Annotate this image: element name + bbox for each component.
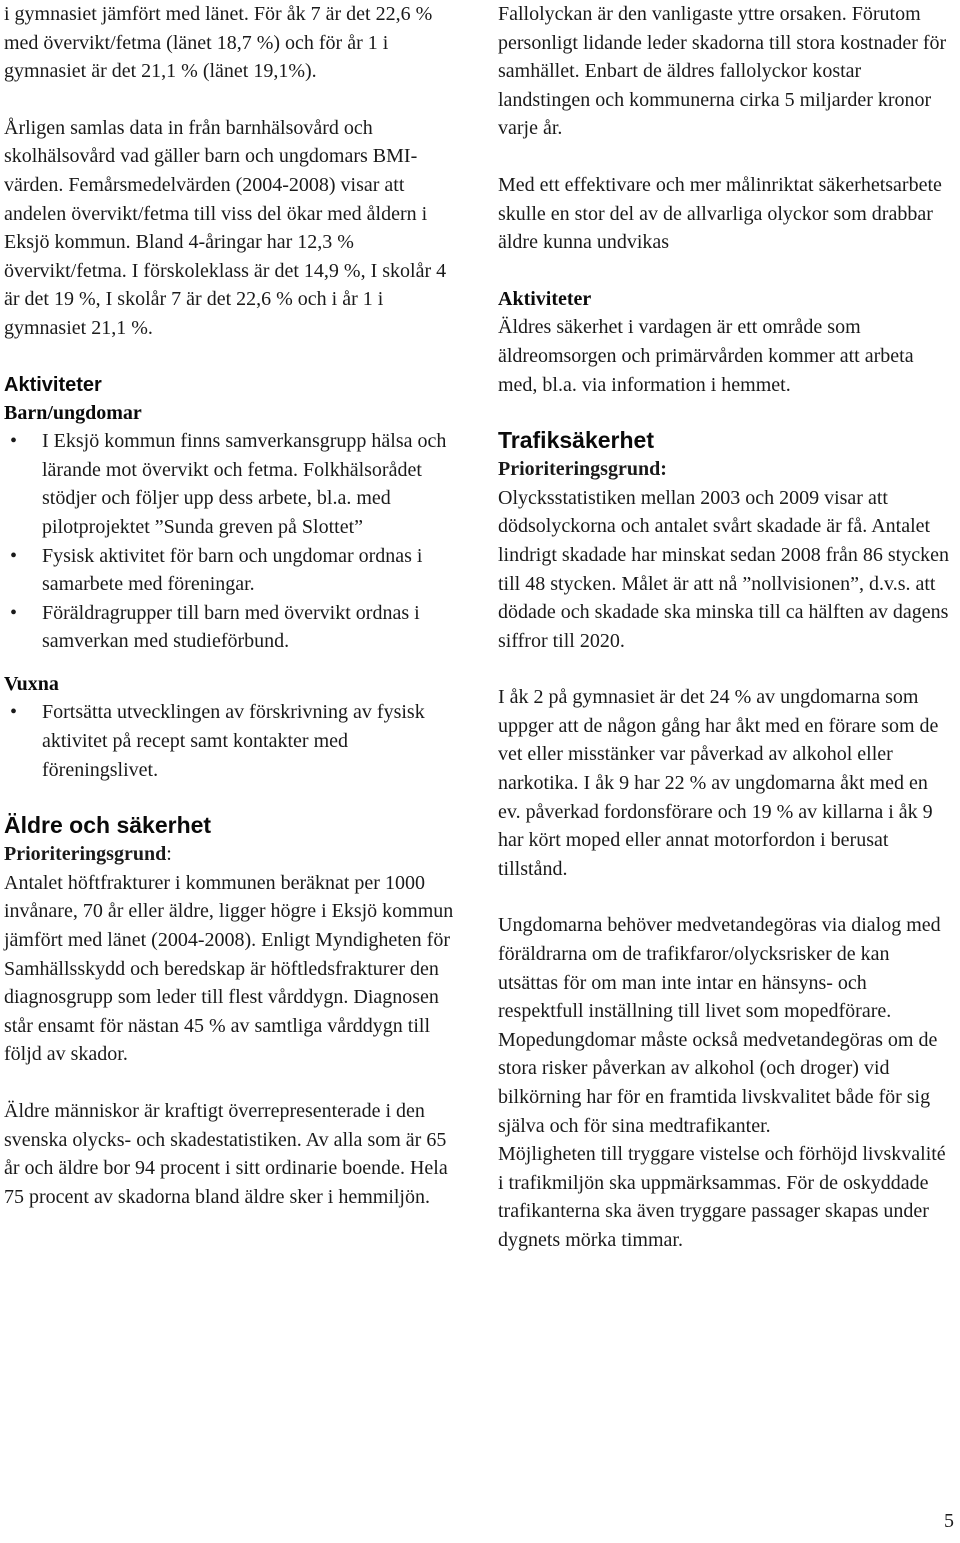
list-item-text: I Eksjö kommun finns samverkansgrupp hälsa och lärande mot övervikt och fetma. Folkhälsorådet stödjer och följer upp dess arbete, bl.a. med pilotprojektet ”Sunda greven på Slottet” xyxy=(42,430,447,538)
safety-paragraph: Med ett effektivare och mer målinriktat säkerhetsarbete skulle en stor del av de allvarliga olyckor som drabbar äldre kunna undvikas xyxy=(498,173,942,254)
list-item-text: Fortsätta utvecklingen av förskrivning av fysisk aktivitet på recept samt kontakter med föreningslivet. xyxy=(42,701,425,781)
list-item xyxy=(4,698,464,784)
bullet-icon: • xyxy=(10,430,18,453)
traffic-paragraph-2: I åk 2 på gymnasiet är det 24 % av ungdomarna som uppger att de någon gång har åkt med en förare som de vet eller misstänker var påverkad av alkohol eller narkotika. I åk 9 har 22 % av ungdomarna åkt med en ev. påverkad fordonsförare och 19 % av killarna i åk 9 har kört moped eller annat motorfordon i berusat tillstånd. xyxy=(498,686,939,880)
bmi-paragraph: Årligen samlas data in från barnhälsovård och skolhälsovård vad gäller barn och ungdomars BMI-värden. Femårsmedelvärden (2004-2008) visar att andelen övervikt/fetma till viss del ökar med åldern i Eksjö kommun. Bland 4-åringar har 12,3 % övervikt/fetma. I förskoleklass är det 14,9 %, I skolår 4 är det 19 %, I skolår 7 är det 22,6 % och i år 1 i gymnasiet 21,1 %. xyxy=(4,116,447,339)
traffic-paragraph-1: Olycksstatistiken mellan 2003 och 2009 visar att dödsolyckorna och antalet svårt skadade är få. Antalet lindrigt skadade har minskat sedan 2008 från 86 stycken till 48 stycken. Målet är att nå ”nollvisionen”, d.v.s. att dödade och skadade ska minska till ca hälften av dagens siffror till 2020. xyxy=(498,486,949,652)
traffic-heading: Trafiksäkerhet xyxy=(498,427,654,454)
elderly-paragraph-2: Äldre människor är kraftigt överrepresenterade i den svenska olycks- och skadestatistiken. Av alla som är 65 år och äldre bor 94 procent i sitt ordinarie boende. Hela 75 procent av skadorna bland äldre sker i hemmiljön. xyxy=(4,1100,448,1208)
activities-heading: Aktiviteter xyxy=(4,373,102,396)
bullet-icon: • xyxy=(10,701,18,724)
elderly-priority-colon: : xyxy=(166,843,172,866)
elderly-priority-label: Prioriteringsgrund xyxy=(4,843,167,866)
elderly-paragraph-1: Antalet höftfrakturer i kommunen beräknat per 1000 invånare, 70 år eller äldre, ligger högre i Eksjö kommun jämfört med länet (2004-2008). Enligt Myndigheten för Samhällsskydd och beredskap är höftledsfrakturer den diagnosgrupp som leder till flest vårddygn. Diagnosen står ensamt för nästan 45 % av samtliga vårddygn till följd av skador. xyxy=(4,871,454,1066)
right-activities-text: Äldres säkerhet i vardagen är ett område som äldreomsorgen och primärvården kommer att arbeta med, bl.a. via information i hemmet. xyxy=(498,316,914,396)
list-item xyxy=(4,542,464,599)
falls-paragraph: Fallolyckan är den vanligaste yttre orsaken. Förutom personligt lidande leder skadorna till stora kostnader för samhället. Enbart de äldres fallolyckor kostar landstingen och kommunerna cirka 5 miljarder kronor varje år. xyxy=(498,3,947,140)
elderly-heading: Äldre och säkerhet xyxy=(4,812,212,839)
children-list xyxy=(4,427,464,656)
bullet-icon: • xyxy=(10,544,18,567)
traffic-paragraph-3: Ungdomarna behöver medvetandegöras via dialog med föräldrarna om de trafikfaror/olycksrisker de kan utsättas för om man inte intar en hänsyns- och respektfull inställning till livet som mopedförare. xyxy=(498,914,941,1023)
elderly-priority-line xyxy=(4,840,464,869)
intro-paragraph: i gymnasiet jämfört med länet. För åk 7 är det 22,6 % med övervikt/fetma (länet 18,7 %) och för år 1 i gymnasiet är det 21,1 % (länet 19,1%). xyxy=(4,3,433,83)
adults-list xyxy=(4,698,464,784)
list-item-text: Föräldragrupper till barn med övervikt ordnas i samverkan med studieförbund. xyxy=(42,601,420,653)
list-item-text: Fysisk aktivitet för barn och ungdomar ordnas i samarbete med föreningar. xyxy=(42,544,423,596)
right-column xyxy=(498,0,954,1255)
page-number: 5 xyxy=(944,1510,954,1532)
adults-heading: Vuxna xyxy=(4,672,59,695)
traffic-priority-label: Prioriteringsgrund: xyxy=(498,458,667,481)
children-heading: Barn/ungdomar xyxy=(4,401,142,424)
traffic-paragraph-4: Mopedungdomar måste också medvetandegöras om de stora risker påverkan av alkohol (och droger) vid bilkörning har för en framtida livskvalitet både för sig själva och för sina medtrafikanter. xyxy=(498,1028,938,1137)
traffic-paragraph-5: Möjligheten till tryggare vistelse och förhöjd livskvalité i trafikmiljön ska uppmärksammas. För de oskyddade trafikanterna ska även tryggare passager skapas under dygnets mörka timmar. xyxy=(498,1143,946,1251)
bullet-icon: • xyxy=(10,601,18,624)
list-item xyxy=(4,427,464,541)
list-item xyxy=(4,599,464,656)
left-column xyxy=(4,0,464,1211)
right-activities-heading: Aktiviteter xyxy=(498,287,592,310)
